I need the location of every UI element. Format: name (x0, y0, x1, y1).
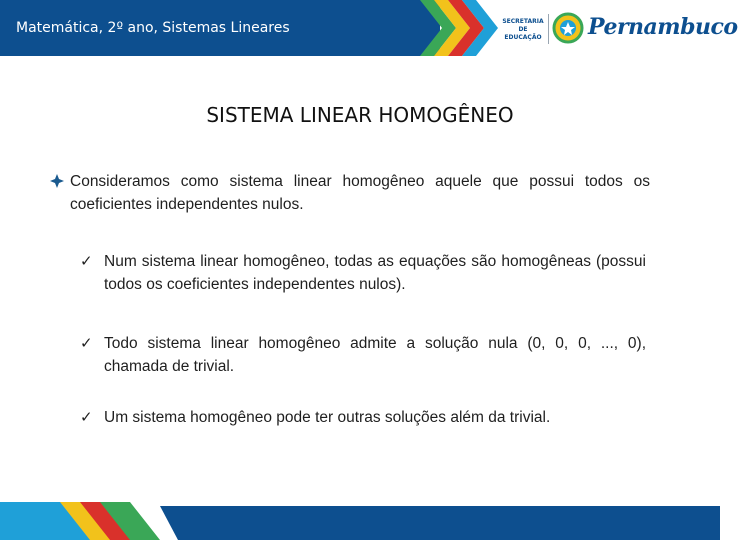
secretaria-line1: SECRETARIA (502, 18, 544, 25)
check-item (80, 406, 646, 429)
check-item-text: Num sistema linear homogêneo, todas as equações são homogêneas (possui todos os coeficientes independentes nulos). (104, 253, 646, 293)
main-bullet-text: Consideramos como sistema linear homogêneo aquele que possui todos os coeficientes independentes nulos. (70, 173, 650, 213)
header-title: Matemática, 2º ano, Sistemas Lineares (16, 20, 290, 36)
checkmark-icon: ✓ (80, 335, 93, 352)
logo-divider (548, 14, 549, 44)
slide-footer (0, 492, 720, 540)
checkmark-icon: ✓ (80, 253, 93, 270)
slide-title: SISTEMA LINEAR HOMOGÊNEO (206, 103, 514, 127)
check-item (80, 332, 646, 378)
main-bullet (50, 170, 650, 216)
checkmark-icon: ✓ (80, 409, 93, 426)
secretaria-line2: DE EDUCAÇÃO (504, 26, 542, 41)
brand-logo-text: Pernambuco (588, 14, 738, 40)
pernambuco-crest-icon (552, 10, 584, 46)
check-item (80, 250, 646, 296)
secretaria-label (500, 18, 546, 42)
decorative-stripes (420, 0, 500, 56)
check-item-text: Todo sistema linear homogêneo admite a solução nula (0, 0, 0, ..., 0), chamada de trivial. (104, 335, 646, 375)
check-item-text: Um sistema homogêneo pode ter outras soluções além da trivial. (104, 409, 551, 426)
diamond-bullet-icon (50, 174, 64, 188)
slide-header (0, 0, 738, 56)
